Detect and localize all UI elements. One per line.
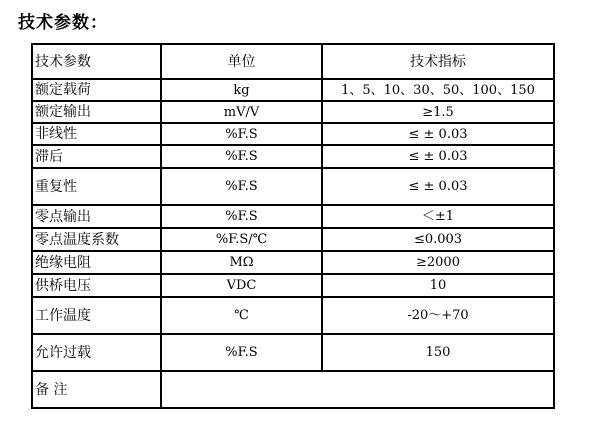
table-row (32, 168, 554, 205)
table-row (32, 297, 554, 334)
table-row (32, 251, 554, 274)
row-param: 滞后 (32, 145, 161, 168)
row-unit: MΩ (161, 251, 322, 274)
table-row (32, 145, 554, 168)
row-spec: ≥1.5 (322, 101, 554, 123)
row-spec: ≤ ± 0.03 (322, 145, 554, 168)
row-spec: -20～+70 (322, 297, 554, 334)
table-row (32, 205, 554, 228)
row-spec: 150 (322, 334, 554, 371)
row-spec: ＜±1 (322, 205, 554, 228)
row-unit: %F.S (161, 334, 322, 371)
row-unit: %F.S (161, 168, 322, 205)
row-spec: ≥2000 (322, 251, 554, 274)
row-param: 工作温度 (32, 297, 161, 334)
row-unit: %F.S/℃ (161, 228, 322, 251)
table-row (32, 334, 554, 371)
row-param: 允许过载 (32, 334, 161, 371)
row-spec: ≤ ± 0.03 (322, 168, 554, 205)
header-unit: 单位 (161, 44, 322, 79)
row-unit: %F.S (161, 205, 322, 228)
header-param: 技术参数 (32, 44, 161, 79)
table-row (32, 228, 554, 251)
row-unit: kg (161, 79, 322, 101)
header-spec: 技术指标 (322, 44, 554, 79)
table-row (32, 274, 554, 297)
spec-table (31, 43, 555, 409)
row-param: 零点输出 (32, 205, 161, 228)
row-param: 额定输出 (32, 101, 161, 123)
row-spec: ≤ ± 0.03 (322, 123, 554, 145)
row-param: 非线性 (32, 123, 161, 145)
row-param: 额定载荷 (32, 79, 161, 101)
table-row (32, 101, 554, 123)
row-spec: 10 (322, 274, 554, 297)
row-spec: ≤0.003 (322, 228, 554, 251)
table-header-row (32, 44, 554, 79)
row-unit: %F.S (161, 145, 322, 168)
row-spec: 1、5、10、30、50、100、150 (322, 79, 554, 101)
notes-value (161, 371, 554, 408)
row-unit: %F.S (161, 123, 322, 145)
row-param: 绝缘电阻 (32, 251, 161, 274)
row-unit: VDC (161, 274, 322, 297)
row-unit: ℃ (161, 297, 322, 334)
notes-row (32, 371, 554, 408)
section-title: 技术参数： (18, 13, 108, 33)
row-param: 重复性 (32, 168, 161, 205)
notes-label: 备 注 (32, 371, 161, 408)
table-row (32, 123, 554, 145)
row-unit: mV/V (161, 101, 322, 123)
row-param: 供桥电压 (32, 274, 161, 297)
table-row (32, 79, 554, 101)
row-param: 零点温度系数 (32, 228, 161, 251)
